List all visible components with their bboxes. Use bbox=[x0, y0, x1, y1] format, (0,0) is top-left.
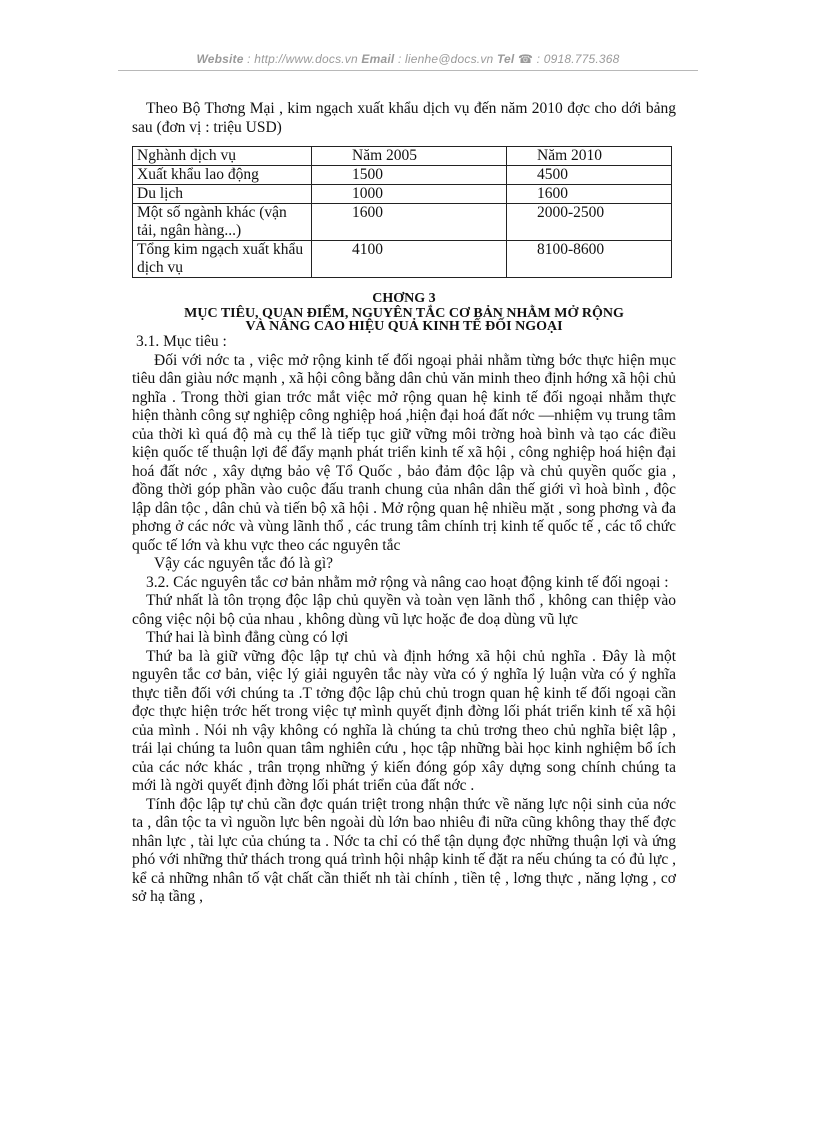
table-cell: 1600 bbox=[507, 185, 672, 204]
chapter-number: CHƠNG 3 bbox=[372, 291, 436, 306]
table-header-cell: Năm 2005 bbox=[312, 147, 507, 166]
paragraph: Thứ hai là bình đẳng cùng có lợi bbox=[146, 629, 349, 646]
table-row bbox=[133, 166, 672, 185]
table-cell: 1000 bbox=[312, 185, 507, 204]
table-cell: 4500 bbox=[507, 166, 672, 185]
table-cell: 2000-2500 bbox=[507, 204, 672, 241]
header-divider bbox=[118, 70, 698, 71]
export-table bbox=[132, 146, 672, 278]
table-cell: 8100-8600 bbox=[507, 241, 672, 278]
paragraph: Tính độc lập tự chủ cần đợc quán triệt trong nhận thức về năng lực nội sinh của nớc ta , dân tộc ta vì nguồn lực bên ngoài dù lớn bao nhiêu đi nữa cũng không thay thế đợc nhân lực , tài lực của chúng ta . Nớc ta chỉ có thể tận dụng đợc những thuận lợi và ứng phó với những thử thách trong quá trình hội nhập kinh tế đặt ra nếu chúng ta có đủ lực , kể cả những nhân tố vật chất cần thiết nh tài chính , tiền tệ , lơng thực , năng lợng , cơ sở hạ tầng , bbox=[132, 795, 676, 905]
chapter-title-line1: MỤC TIÊU, QUAN ĐIỂM, NGUYÊN TẮC CƠ BẢN NHẰM MỞ RỘNG bbox=[184, 306, 624, 321]
table-cell: Xuất khẩu lao động bbox=[133, 166, 312, 185]
email-link[interactable]: : lienhe@docs.vn bbox=[394, 52, 497, 66]
chapter-title-line2: VÀ NÂNG CAO HIỆU QUẢ KINH TẾ ĐỐI NGOẠI bbox=[245, 319, 563, 334]
table-cell: Tổng kim ngạch xuất khẩu dịch vụ bbox=[133, 241, 312, 278]
table-cell: Một số ngành khác (vận tải, ngân hàng...) bbox=[133, 204, 312, 241]
page-header bbox=[118, 52, 698, 66]
table-cell: 1500 bbox=[312, 166, 507, 185]
table-cell: Du lịch bbox=[133, 185, 312, 204]
website-link[interactable]: : http://www.docs.vn bbox=[243, 52, 362, 66]
table-cell: 4100 bbox=[312, 241, 507, 278]
section-heading: 3.2. Các nguyên tắc cơ bản nhằm mở rộng và nâng cao hoạt động kinh tế đối ngoại : bbox=[146, 573, 669, 591]
table-header-cell: Nghành dịch vụ bbox=[133, 147, 312, 166]
tel-label: Tel bbox=[496, 52, 515, 66]
paragraph: Thứ ba là giữ vững độc lập tự chủ và định hớng xã hội chủ nghĩa . Đây là một nguyên tắc cơ bản, việc lý giải nguyên tắc này vừa có ý nghĩa lý luận vừa có ý nghĩa thực tiễn đối với chúng ta .T tởng độc lập chủ chủ trogn quan hệ kinh tế đối ngoại cần đợc thực hiện trớc hết trong việc tự mình quyết định đờng lối phát triển kinh tế xã hội của mình . Nói nh vậy không có nghĩa là chúng ta chủ trơng theo chủ nghĩa biệt lập , trái lại chúng ta luôn quan tâm nghiên cứu , học tập những bài học kinh nghiệm bổ ích của các nớc khác , trân trọng những ý kiến đóng góp xây dựng song chính chúng ta mới là ngời quyết định đờng lối phát triển của đất nớc . bbox=[132, 647, 676, 794]
table-cell: 1600 bbox=[312, 204, 507, 241]
paragraph: Thứ nhất là tôn trọng độc lập chủ quyền và toàn vẹn lãnh thổ , không can thiệp vào công việc nội bộ của nhau , không dùng vũ lực hoặc đe doạ dùng vũ lực bbox=[132, 592, 676, 628]
section-heading: 3.1. Mục tiêu : bbox=[136, 333, 227, 350]
table-row bbox=[133, 204, 672, 241]
table-header-row bbox=[133, 147, 672, 166]
document-body bbox=[132, 100, 676, 907]
website-label: Website bbox=[196, 52, 244, 66]
email-label: Email bbox=[361, 52, 395, 66]
paragraph: Vậy các nguyên tắc đó là gì? bbox=[154, 555, 334, 572]
table-row bbox=[133, 185, 672, 204]
tel-value: ☎ : 0918.775.368 bbox=[514, 52, 620, 66]
table-row bbox=[133, 241, 672, 278]
intro-paragraph: Theo Bộ Thơng Mại , kim ngạch xuất khẩu dịch vụ đến năm 2010 đợc cho dới bảng sau (đơn vị : triệu USD) bbox=[132, 100, 676, 136]
paragraph: Đối với nớc ta , việc mở rộng kinh tế đối ngoại phải nhằm từng bớc thực hiện mục tiêu dân giàu nớc mạnh , xã hội công bằng dân chủ văn minh theo định hớng xã hội chủ nghĩa . Trong thời gian trớc mắt việc mở rộng quan hệ kinh tế đối ngoại nhằm thực hiện thành công sự nghiệp công nghiệp hoá ,hiện đại hoá đất nớc —nhiệm vụ trung tâm của thời kì quá độ mà cụ thể là tiếp tục giữ vững môi trờng hoà bình và tạo các điều kiện quốc tế thuận lợi để đẩy mạnh phát triển kinh tế xã hội , công nghiệp hoá hiện đại hoá đất nớc , xây dựng bảo vệ Tổ Quốc , bảo đảm độc lập và chủ quyền quốc gia , đồng thời góp phần vào cuộc đấu tranh chung của nhân dân thế giới vì hoà bình , độc lập dân tộc , dân chủ và tiến bộ xã hội . Mở rộng quan hệ nhiều mặt , song phơng và đa phơng ở các nớc và vùng lãnh thổ , các trung tâm chính trị kinh tế quốc tế , các tổ chức quốc tế lớn và khu vực theo các nguyên tắc bbox=[132, 351, 676, 554]
table-header-cell: Năm 2010 bbox=[507, 147, 672, 166]
